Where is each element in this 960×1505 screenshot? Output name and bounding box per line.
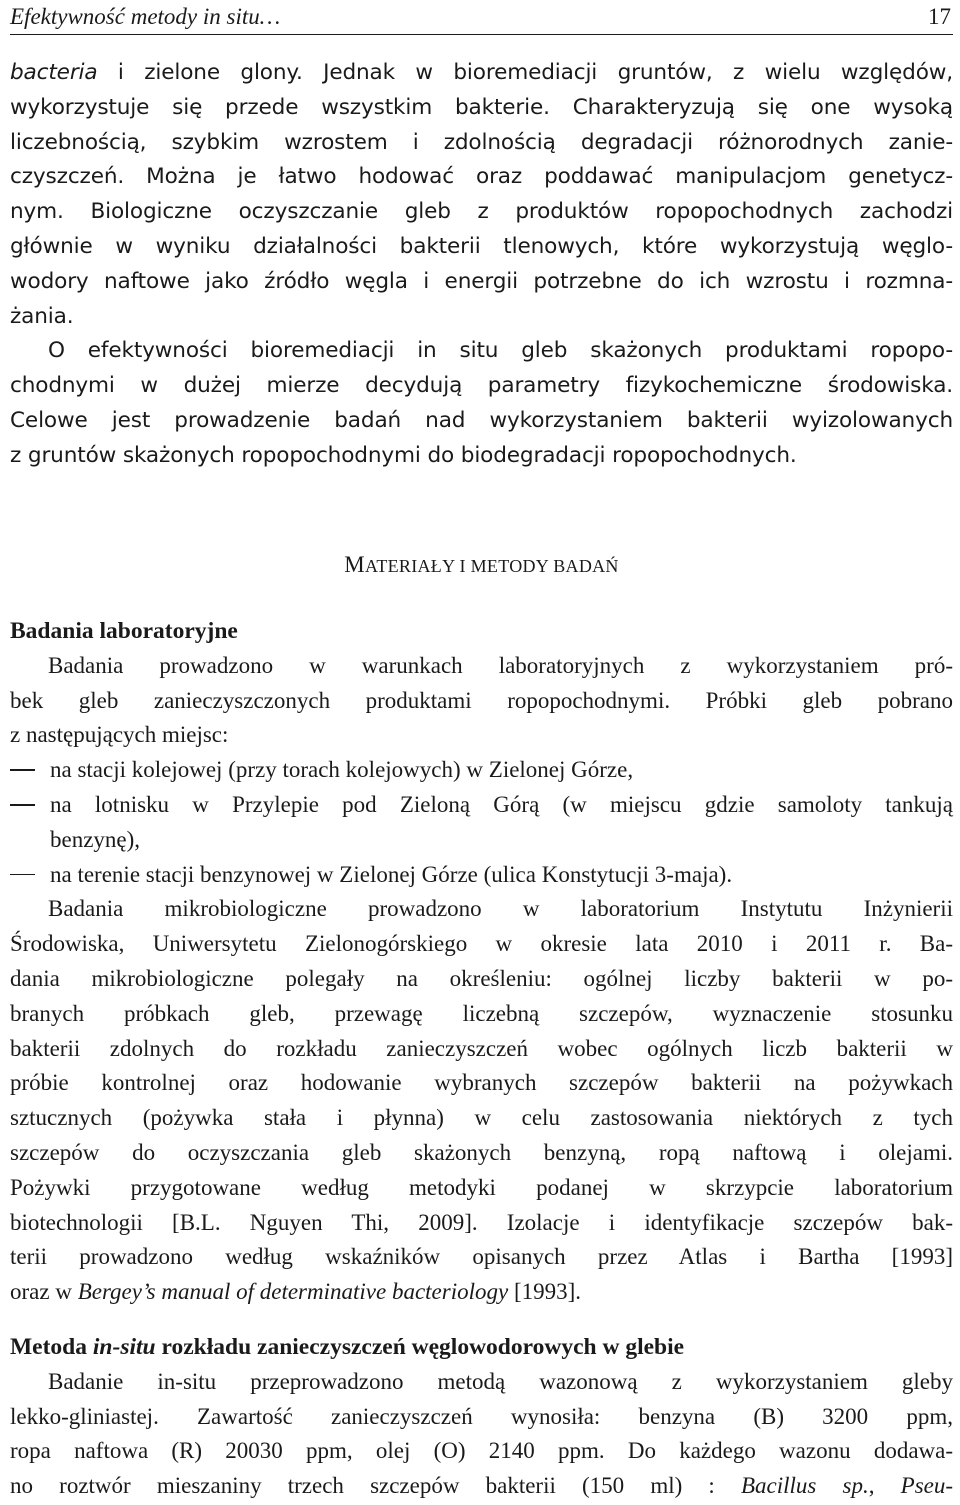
subsection-heading: Badania laboratoryjne	[10, 618, 238, 644]
text-line: wodory naftowe jako źródło węgla i energii potrzebne do ich wzrostu i rozmna-	[10, 268, 953, 294]
text-line: czyszczeń. Można je łatwo hodować oraz poddawać manipulacjom genetycz-	[10, 164, 953, 190]
list-item-text: benzynę),	[50, 826, 141, 852]
italic-species: Bacillus sp.	[740, 1473, 869, 1499]
text-line: sztucznych (pożywka stała i płynna) w celu zastosowania niektórych z tych	[10, 1105, 953, 1131]
text-line: Badania mikrobiologiczne prowadzono w laboratorium Instytutu Inżynierii	[48, 896, 953, 922]
text-line: żania.	[10, 303, 74, 329]
italic-title: Bergey’s manual of determinative bacteriology	[77, 1279, 509, 1305]
text-line: Celowe jest prowadzenie badań nad wykorzystaniem bakterii wyizolowanych	[10, 407, 953, 433]
text-line: Pożywki przygotowane według metodyki podanej w skrzypcie laboratorium	[10, 1174, 953, 1200]
text-line	[10, 56, 953, 91]
subsection-heading	[10, 1330, 953, 1365]
text-line: lekko-gliniastej. Zawartość zanieczyszczeń wynosiła: benzyna (B) 3200 ppm,	[10, 1403, 953, 1429]
running-title: Efektywność metody in situ…	[10, 4, 281, 29]
insitu-section	[10, 1330, 953, 1504]
text-line: próbie kontrolnej oraz hodowanie wybranych szczepów bakterii na pożywkach	[10, 1070, 953, 1096]
text-line: wykorzystuje się przede wszystkim bakterie. Charakteryzują się one wysoką	[10, 94, 953, 120]
text-line	[10, 1275, 953, 1310]
text-line: szczepów do oczyszczania gleb skażonych benzyną, ropą naftową i olejami.	[10, 1139, 953, 1165]
running-header	[10, 0, 953, 35]
text-line: dania mikrobiologiczne polegały na określeniu: ogólnej liczby bakterii w po-	[10, 965, 953, 991]
dash-bullet-icon	[10, 874, 35, 876]
text-line: bakterii zdolnych do rozkładu zanieczyszczeń wobec ogólnych liczb bakterii w	[10, 1035, 953, 1061]
heading-run: rozkładu zanieczyszczeń węglowodorowych w glebie	[155, 1334, 685, 1360]
text-run: no roztwór mieszaniny trzech szczepów bakterii (150 ml) :	[10, 1473, 741, 1499]
text-line: z gruntów skażonych ropopochodnymi do biodegradacji ropopochodnych.	[10, 442, 797, 468]
heading-italic: in-situ	[92, 1334, 156, 1360]
list-item	[10, 788, 953, 823]
text-line: głównie w wyniku działalności bakterii tlenowych, które wykorzystują węglo-	[10, 233, 953, 259]
text-line: terii prowadzono według wskaźników opisanych przez Atlas i Bartha [1993]	[10, 1244, 953, 1270]
text-line: branych próbkach gleb, przewagę liczebną szczepów, wyznaczenie stosunku	[10, 1000, 953, 1026]
text-line: O efektywności bioremediacji in situ gleb skażonych produktami ropopo-	[48, 338, 953, 364]
section-title	[10, 548, 953, 582]
text-run: ,	[868, 1473, 901, 1499]
list-item	[10, 858, 953, 893]
heading-run: Metoda	[10, 1334, 93, 1360]
intro-paragraph	[10, 56, 953, 474]
list-item	[10, 753, 953, 788]
list-item-text: na terenie stacji benzynowej w Zielonej Górze (ulica Konstytucji 3-maja).	[50, 861, 733, 887]
text-line: chodnymi w dużej mierze decydują parametry fizykochemiczne środowiska.	[10, 373, 953, 399]
text-run: i zielone glony. Jednak w bioremediacji gruntów, z wielu względów,	[97, 60, 953, 85]
text-line: z następujących miejsc:	[10, 722, 229, 748]
text-line: Badania prowadzono w warunkach laboratoryjnych z wykorzystaniem pró-	[48, 652, 953, 678]
text-line: bek gleb zanieczyszczonych produktami ropopochodnymi. Próbki gleb pobrano	[10, 687, 953, 713]
list-item-text: na stacji kolejowej (przy torach kolejowych) w Zielonej Górze,	[50, 757, 634, 783]
text-line: Środowiska, Uniwersytetu Zielonogórskiego w okresie lata 2010 i 2011 r. Ba-	[10, 931, 953, 957]
text-line: biotechnologii [B.L. Nguyen Thi, 2009]. Izolacje i identyfikacje szczepów bak-	[10, 1209, 953, 1235]
text-run: [1993].	[508, 1279, 582, 1305]
dash-bullet-icon	[10, 769, 35, 771]
text-line: Badanie in-situ przeprowadzono metodą wazonową z wykorzystaniem gleby	[48, 1368, 953, 1394]
italic-species: Pseu-	[900, 1473, 954, 1499]
text-line: nym. Biologiczne oczyszczanie gleb z produktów ropopochodnych zachodzi	[10, 199, 953, 225]
dash-bullet-icon	[10, 804, 35, 806]
lab-section	[10, 614, 953, 1310]
document-page	[10, 0, 953, 1505]
section-title-smallcaps: ATERIAŁY I METODY BADAŃ	[365, 556, 619, 576]
text-line: liczebnością, szybkim wzrostem i zdolnością degradacji różnorodnych zanie-	[10, 129, 953, 155]
text-line	[10, 1469, 953, 1504]
text-run: oraz w	[10, 1279, 78, 1305]
italic-term: bacteria	[10, 60, 98, 85]
section-title-initial: M	[344, 552, 366, 577]
list-item-text: na lotnisku w Przylepie pod Zieloną Górą (w miejscu gdzie samoloty tankują	[50, 791, 953, 817]
page-number: 17	[928, 4, 951, 29]
text-line: ropa naftowa (R) 20030 ppm, olej (O) 2140 ppm. Do każdego wazonu dodawa-	[10, 1438, 953, 1464]
list-item-continuation	[10, 823, 953, 858]
